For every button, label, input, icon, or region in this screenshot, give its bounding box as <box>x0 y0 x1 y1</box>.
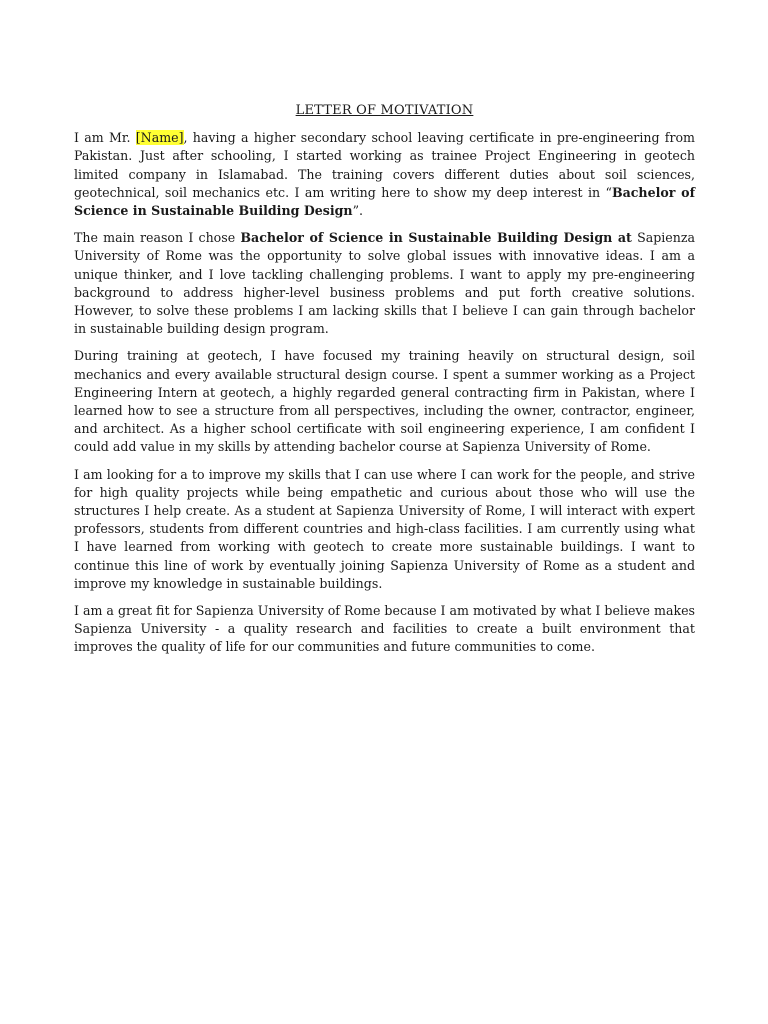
name-placeholder: [Name] <box>135 130 184 146</box>
program-name-bold-2: Bachelor of Science in Sustainable Building Design at <box>240 230 632 246</box>
paragraph-training: During training at geotech, I have focused my training heavily on structural design, soil mechanics and every available structural design course. I spent a summer working as a Project Engineering Intern at geotech, a highly regarded general contracting firm in Pakistan, where I learned how to see a structure from all perspectives, including the owner, contractor, engineer, and architect. As a higher school certificate with soil engineering experience, I am confident I could add value in my skills by attending bachelor course at Sapienza University of Rome. <box>74 348 695 455</box>
paragraph-intro-text-c: ”. <box>352 203 364 219</box>
paragraph-reason <box>74 229 695 338</box>
paragraph-intro-text-a: I am Mr. <box>74 130 136 146</box>
paragraph-reason-text-a: The main reason I chose <box>74 230 241 246</box>
paragraph-fit: I am a great fit for Sapienza University of Rome because I am motivated by what I believe makes Sapienza University - a quality research and facilities to create a built environment that improves the quality of life for our communities and future communities to come. <box>74 603 695 655</box>
paragraph-intro-text-b: , having a higher secondary school leaving certificate in pre-engineering from Pakistan. Just after schooling, I started working as trainee Project Engineering in geotech limited company in Islamabad. The training covers different duties about soil sciences, geotechnical, soil mechanics etc. I am writing here to show my deep interest in “ <box>74 130 696 200</box>
letter-title: LETTER OF MOTIVATION <box>295 103 474 118</box>
program-name-bold: Bachelor of Science in Sustainable Building Design <box>74 184 695 219</box>
paragraph-goals: I am looking for a to improve my skills that I can use where I can work for the people, and strive for high quality projects while being empathetic and curious about those who will use the structures I help create. As a student at Sapienza University of Rome, I will interact with expert professors, students from different countries and high-class facilities. I am currently using what I have learned from working with geotech to create more sustainable buildings. I want to continue this line of work by eventually joining Sapienza University of Rome as a student and improve my knowledge in sustainable buildings. <box>74 466 695 591</box>
paragraph-reason-text-b: Sapienza University of Rome was the opportunity to solve global issues with innovative ideas. I am a unique thinker, and I love tackling challenging problems. I want to apply my pre-engineering background to address higher-level business problems and put forth creative solutions. However, to solve these problems I am lacking skills that I believe I can gain through bachelor in sustainable building design program. <box>74 230 696 337</box>
paragraph-intro <box>74 129 695 220</box>
letter-page <box>74 102 695 666</box>
